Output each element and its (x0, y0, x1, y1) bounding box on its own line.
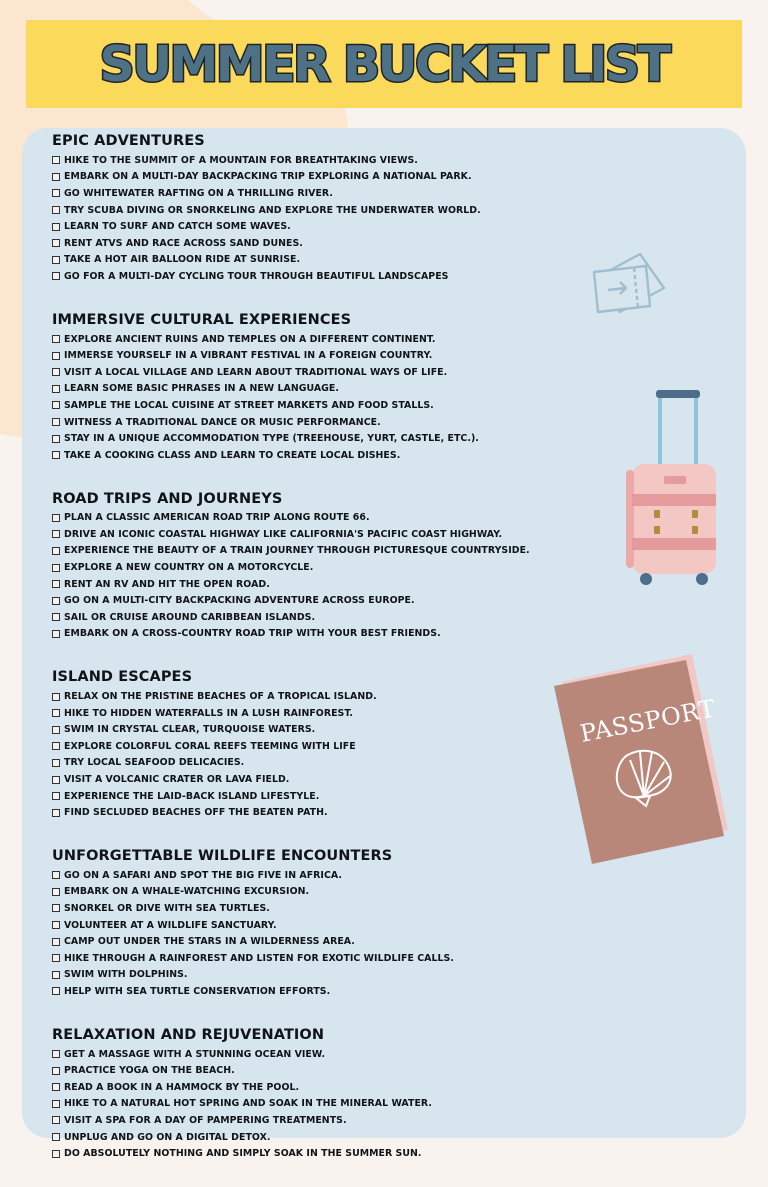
list-item-text: SNORKEL OR DIVE WITH SEA TURTLES. (64, 902, 270, 914)
list-item (52, 1112, 632, 1129)
bucket-section (52, 131, 632, 285)
checkbox-icon (52, 1100, 60, 1108)
list-item (52, 950, 632, 967)
page-title: SUMMER BUCKET LIST (99, 35, 669, 93)
list-item-text: STAY IN A UNIQUE ACCOMMODATION TYPE (TREEHOUSE, YURT, CASTLE, ETC.). (64, 433, 479, 445)
list-item-text: EMBARK ON A WHALE-WATCHING EXCURSION. (64, 886, 310, 898)
checkbox-icon (52, 239, 60, 247)
suitcase-icon (626, 390, 718, 586)
bucket-list (52, 131, 632, 1187)
list-item (52, 559, 632, 576)
section-title: UNFORGETTABLE WILDLIFE ENCOUNTERS (52, 848, 393, 864)
list-item (52, 268, 632, 285)
list-item (52, 1129, 632, 1146)
bucket-section (52, 310, 632, 464)
list-item-text: VISIT A LOCAL VILLAGE AND LEARN ABOUT TRADITIONAL WAYS OF LIFE. (64, 366, 448, 378)
list-item-text: DRIVE AN ICONIC COASTAL HIGHWAY LIKE CALIFORNIA'S PACIFIC COAST HIGHWAY. (64, 528, 503, 540)
list-item-text: GO WHITEWATER RAFTING ON A THRILLING RIVER. (64, 187, 333, 199)
list-item-text: EMBARK ON A CROSS-COUNTRY ROAD TRIP WITH YOUR BEST FRIENDS. (64, 628, 441, 640)
checkbox-icon (52, 954, 60, 962)
list-item (52, 771, 632, 788)
list-item-text: TRY LOCAL SEAFOOD DELICACIES. (64, 757, 245, 769)
checkbox-icon (52, 189, 60, 197)
list-item (52, 755, 632, 772)
list-item-text: GO ON A MULTI-CITY BACKPACKING ADVENTURE ACROSS EUROPE. (64, 595, 415, 607)
list-item (52, 738, 632, 755)
list-item (52, 900, 632, 917)
checkbox-icon (52, 580, 60, 588)
checkbox-icon (52, 530, 60, 538)
list-item (52, 185, 632, 202)
list-item-text: UNPLUG AND GO ON A DIGITAL DETOX. (64, 1131, 271, 1143)
list-item (52, 1046, 632, 1063)
checkbox-icon (52, 173, 60, 181)
bucket-section (52, 846, 632, 1000)
list-item (52, 430, 632, 447)
checkbox-icon (52, 938, 60, 946)
list-item (52, 867, 632, 884)
checkbox-icon (52, 547, 60, 555)
list-item (52, 884, 632, 901)
checkbox-icon (52, 742, 60, 750)
list-item (52, 1079, 632, 1096)
section-title: EPIC ADVENTURES (52, 133, 205, 149)
list-item (52, 331, 632, 348)
checkbox-icon (52, 987, 60, 995)
list-item-text: SAMPLE THE LOCAL CUISINE AT STREET MARKETS AND FOOD STALLS. (64, 399, 434, 411)
list-item-text: SWIM IN CRYSTAL CLEAR, TURQUOISE WATERS. (64, 724, 316, 736)
list-item-text: VISIT A SPA FOR A DAY OF PAMPERING TREATMENTS. (64, 1114, 347, 1126)
checkbox-icon (52, 156, 60, 164)
checkbox-icon (52, 514, 60, 522)
checkbox-icon (52, 630, 60, 638)
list-item-text: READ A BOOK IN A HAMMOCK BY THE POOL. (64, 1081, 300, 1093)
checkbox-icon (52, 709, 60, 717)
list-item (52, 576, 632, 593)
list-item-text: WITNESS A TRADITIONAL DANCE OR MUSIC PERFORMANCE. (64, 416, 381, 428)
list-item-text: EXPLORE A NEW COUNTRY ON A MOTORCYCLE. (64, 562, 314, 574)
list-item (52, 804, 632, 821)
list-item (52, 364, 632, 381)
list-item (52, 202, 632, 219)
list-item-text: TAKE A HOT AIR BALLOON RIDE AT SUNRISE. (64, 254, 301, 266)
checkbox-icon (52, 1150, 60, 1158)
list-item (52, 218, 632, 235)
list-item (52, 788, 632, 805)
checkbox-icon (52, 352, 60, 360)
list-item (52, 705, 632, 722)
checkbox-icon (52, 223, 60, 231)
list-item (52, 983, 632, 1000)
checkbox-icon (52, 1050, 60, 1058)
list-item (52, 152, 632, 169)
checkbox-icon (52, 888, 60, 896)
list-item (52, 510, 632, 527)
list-item-text: IMMERSE YOURSELF IN A VIBRANT FESTIVAL IN A FOREIGN COUNTRY. (64, 350, 433, 362)
checkbox-icon (52, 206, 60, 214)
passport-label: PASSPORT (577, 694, 718, 748)
list-item-text: EMBARK ON A MULTI-DAY BACKPACKING TRIP EXPLORING A NATIONAL PARK. (64, 171, 472, 183)
list-item (52, 1096, 632, 1113)
checkbox-icon (52, 451, 60, 459)
checkbox-icon (52, 435, 60, 443)
list-item (52, 967, 632, 984)
checkbox-icon (52, 418, 60, 426)
checkbox-icon (52, 1133, 60, 1141)
list-item-text: HIKE TO HIDDEN WATERFALLS IN A LUSH RAINFOREST. (64, 707, 353, 719)
list-item-text: LEARN TO SURF AND CATCH SOME WAVES. (64, 221, 291, 233)
list-item (52, 1062, 632, 1079)
list-item (52, 381, 632, 398)
list-item-text: LEARN SOME BASIC PHRASES IN A NEW LANGUAGE. (64, 383, 339, 395)
list-item-text: HIKE TO A NATURAL HOT SPRING AND SOAK IN THE MINERAL WATER. (64, 1098, 432, 1110)
list-item-text: RENT ATVS AND RACE ACROSS SAND DUNES. (64, 237, 303, 249)
list-item (52, 447, 632, 464)
list-item (52, 626, 632, 643)
checkbox-icon (52, 1083, 60, 1091)
list-item-text: EXPERIENCE THE BEAUTY OF A TRAIN JOURNEY THROUGH PICTURESQUE COUNTRYSIDE. (64, 545, 530, 557)
list-item (52, 917, 632, 934)
section-title: RELAXATION AND REJUVENATION (52, 1026, 325, 1043)
checkbox-icon (52, 335, 60, 343)
list-item-text: GET A MASSAGE WITH A STUNNING OCEAN VIEW. (64, 1048, 326, 1060)
list-item (52, 169, 632, 186)
checkbox-icon (52, 1067, 60, 1075)
list-item-text: RELAX ON THE PRISTINE BEACHES OF A TROPICAL ISLAND. (64, 691, 377, 703)
checkbox-icon (52, 921, 60, 929)
list-item-text: GO FOR A MULTI-DAY CYCLING TOUR THROUGH BEAUTIFUL LANDSCAPES (64, 270, 449, 282)
list-item-text: EXPLORE ANCIENT RUINS AND TEMPLES ON A DIFFERENT CONTINENT. (64, 333, 436, 345)
list-item-text: GO ON A SAFARI AND SPOT THE BIG FIVE IN AFRICA. (64, 869, 342, 881)
checkbox-icon (52, 256, 60, 264)
checkbox-icon (52, 1116, 60, 1124)
title-banner (26, 20, 742, 108)
list-item (52, 688, 632, 705)
section-title: ROAD TRIPS AND JOURNEYS (52, 490, 283, 507)
bucket-section (52, 489, 632, 643)
list-item-text: TAKE A COOKING CLASS AND LEARN TO CREATE LOCAL DISHES. (64, 449, 401, 461)
list-item-text: HIKE THROUGH A RAINFOREST AND LISTEN FOR EXOTIC WILDLIFE CALLS. (64, 952, 454, 964)
passport-icon (552, 650, 730, 868)
checkbox-icon (52, 401, 60, 409)
list-item (52, 592, 632, 609)
list-item-text: SAIL OR CRUISE AROUND CARIBBEAN ISLANDS. (64, 611, 316, 623)
list-item-text: CAMP OUT UNDER THE STARS IN A WILDERNESS AREA. (64, 936, 355, 948)
list-item-text: SWIM WITH DOLPHINS. (64, 969, 188, 981)
list-item-text: TRY SCUBA DIVING OR SNORKELING AND EXPLORE THE UNDERWATER WORLD. (64, 204, 481, 216)
list-item-text: PLAN A CLASSIC AMERICAN ROAD TRIP ALONG ROUTE 66. (64, 512, 370, 524)
section-title: ISLAND ESCAPES (52, 669, 193, 686)
checkbox-icon (52, 564, 60, 572)
checkbox-icon (52, 597, 60, 605)
list-item (52, 347, 632, 364)
list-item (52, 526, 632, 543)
list-item-text: EXPERIENCE THE LAID-BACK ISLAND LIFESTYLE. (64, 790, 320, 802)
section-title: IMMERSIVE CULTURAL EXPERIENCES (52, 311, 352, 328)
checkbox-icon (52, 693, 60, 701)
checkbox-icon (52, 904, 60, 912)
list-item (52, 1145, 632, 1162)
checkbox-icon (52, 726, 60, 734)
checkbox-icon (52, 792, 60, 800)
checkbox-icon (52, 613, 60, 621)
list-item-text: EXPLORE COLORFUL CORAL REEFS TEEMING WITH LIFE (64, 740, 356, 752)
list-item-text: RENT AN RV AND HIT THE OPEN ROAD. (64, 578, 270, 590)
plane-ticket-icon (590, 248, 670, 320)
checkbox-icon (52, 971, 60, 979)
list-item-text: VISIT A VOLCANIC CRATER OR LAVA FIELD. (64, 774, 290, 786)
list-item (52, 397, 632, 414)
list-item-text: FIND SECLUDED BEACHES OFF THE BEATEN PATH. (64, 807, 328, 819)
list-item (52, 933, 632, 950)
checkbox-icon (52, 809, 60, 817)
list-item-text: PRACTICE YOGA ON THE BEACH. (64, 1065, 235, 1077)
bucket-section (52, 1025, 632, 1162)
checkbox-icon (52, 776, 60, 784)
checkbox-icon (52, 272, 60, 280)
list-item-text: VOLUNTEER AT A WILDLIFE SANCTUARY. (64, 919, 277, 931)
list-item (52, 235, 632, 252)
checkbox-icon (52, 759, 60, 767)
bucket-section (52, 667, 632, 821)
list-item-text: HIKE TO THE SUMMIT OF A MOUNTAIN FOR BREATHTAKING VIEWS. (64, 154, 418, 166)
list-item (52, 721, 632, 738)
list-item (52, 414, 632, 431)
list-item-text: DO ABSOLUTELY NOTHING AND SIMPLY SOAK IN THE SUMMER SUN. (64, 1148, 422, 1160)
checkbox-icon (52, 871, 60, 879)
list-item (52, 609, 632, 626)
checkbox-icon (52, 368, 60, 376)
list-item (52, 543, 632, 560)
checkbox-icon (52, 385, 60, 393)
list-item (52, 252, 632, 269)
list-item-text: HELP WITH SEA TURTLE CONSERVATION EFFORTS. (64, 985, 331, 997)
